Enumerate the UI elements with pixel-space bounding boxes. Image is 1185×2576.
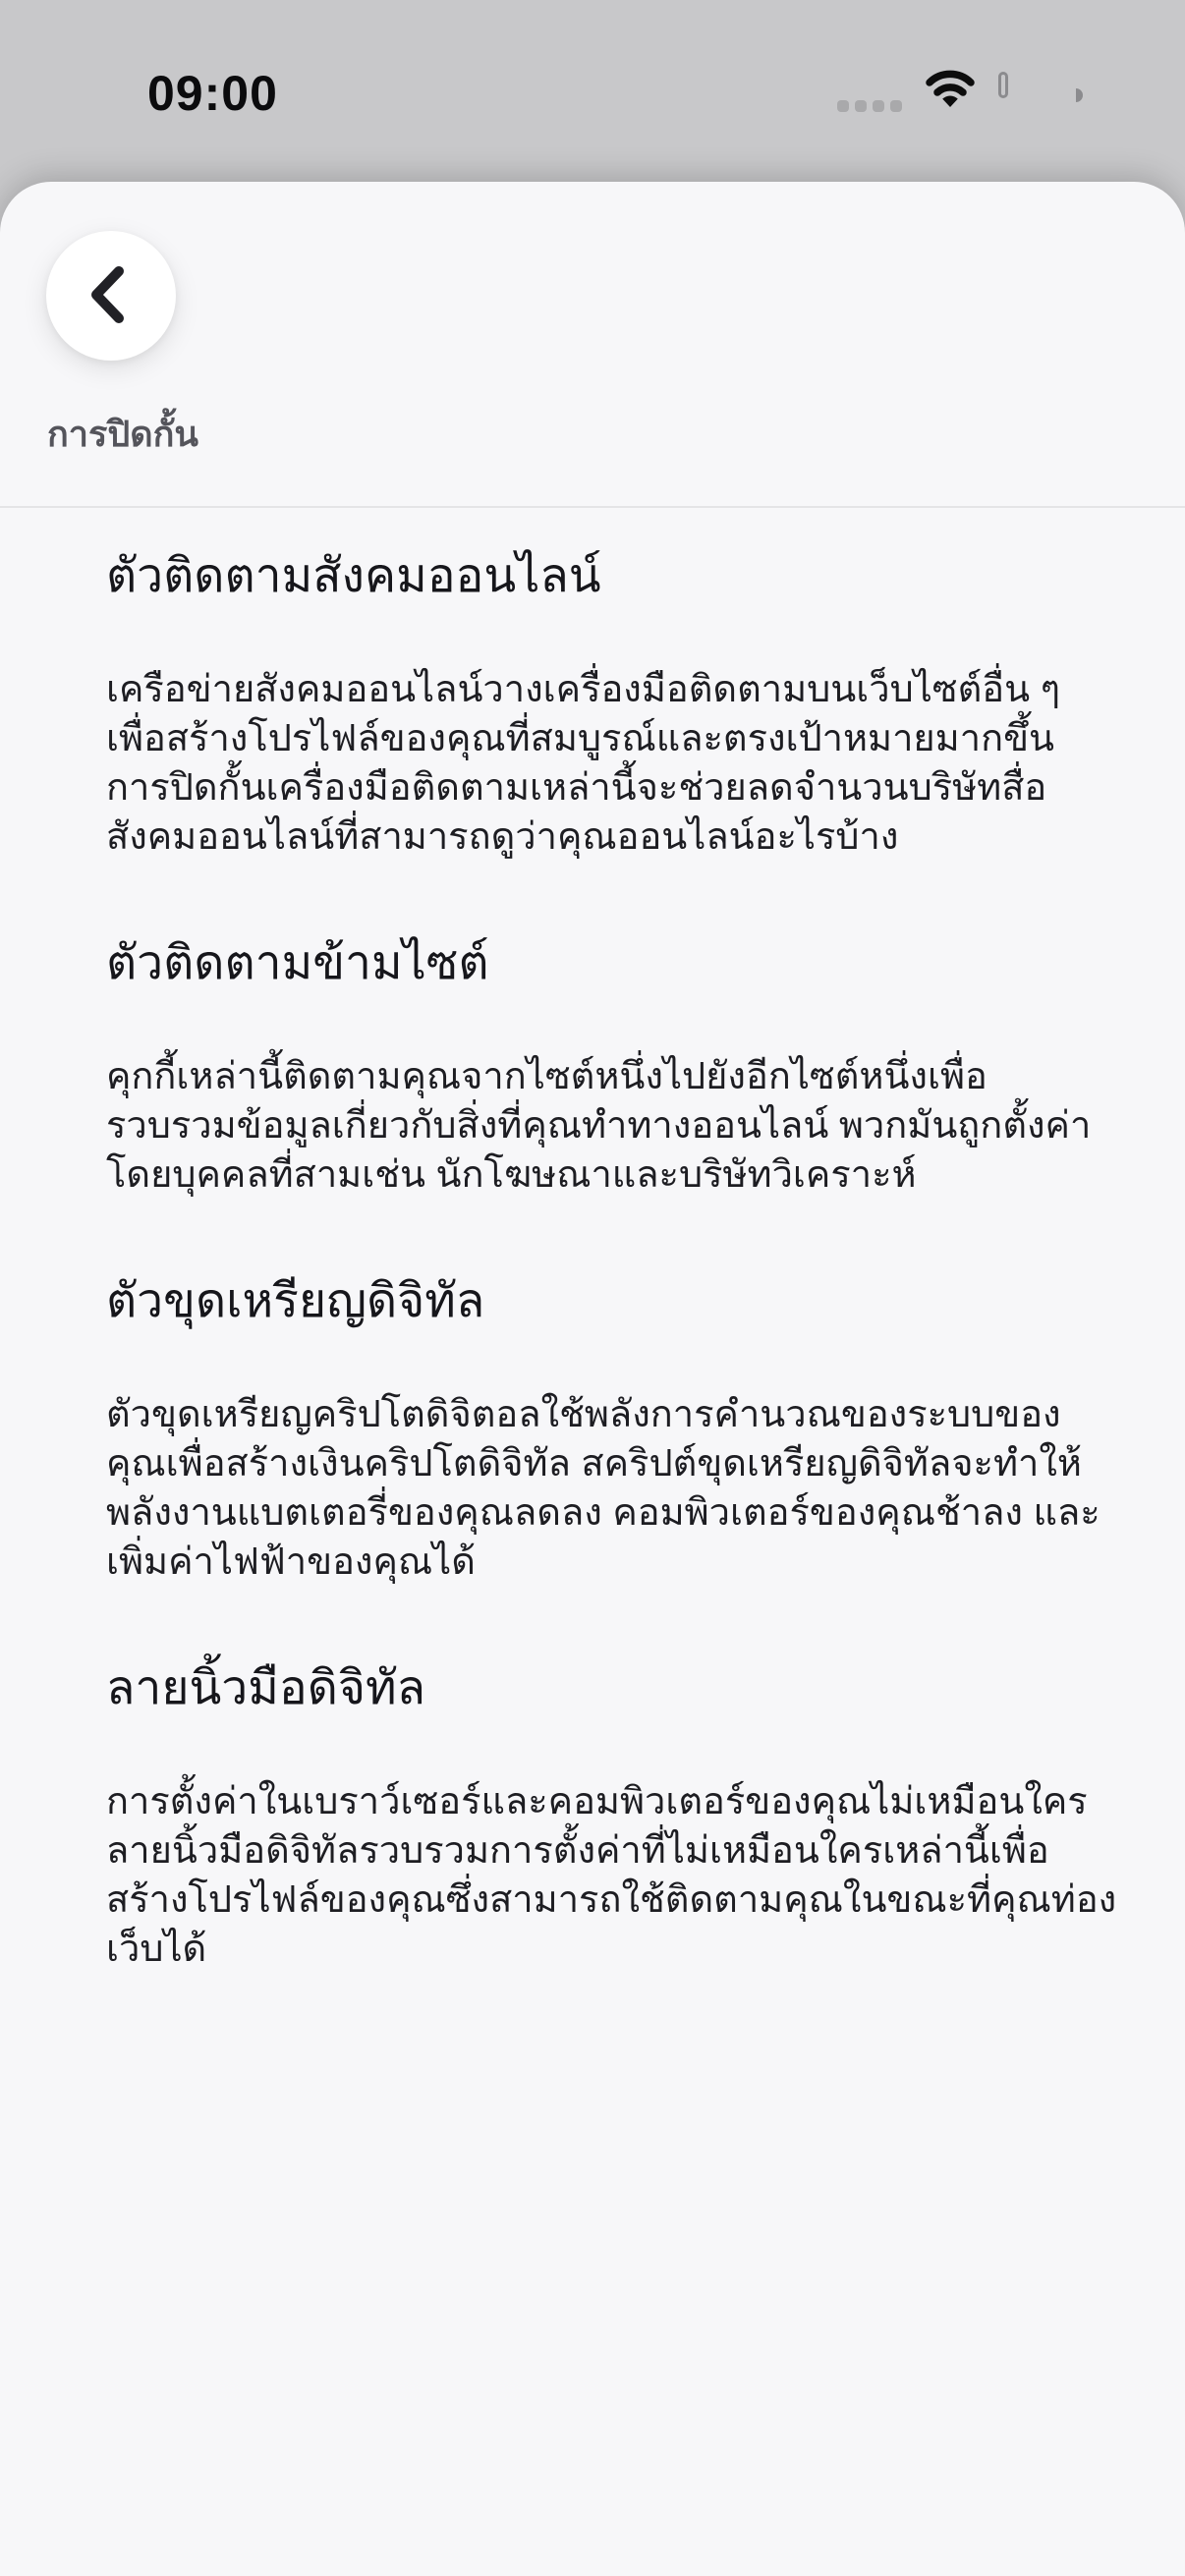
- section-title: ตัวติดตามสังคมออนไลน์: [106, 550, 601, 602]
- body-line: ตัวขุดเหรียญคริปโตดิจิตอลใช้พลังการคำนวณของระบบของ: [106, 1394, 1061, 1435]
- cellular-dots-icon: [837, 100, 902, 114]
- section-body: [106, 1390, 1106, 1587]
- back-button[interactable]: [46, 231, 176, 361]
- section-title: ลายนิ้วมือดิจิทัล: [106, 1662, 426, 1714]
- status-time: 09:00: [147, 66, 278, 121]
- chevron-left-icon: [82, 263, 141, 329]
- body-line: พลังงานแบตเตอรี่ของคุณลดลง คอมพิวเตอร์ของคุณช้าลง และ: [106, 1492, 1100, 1534]
- section-body: [106, 665, 1106, 862]
- body-line: การตั้งค่าในเบราว์เซอร์และคอมพิวเตอร์ของคุณไม่เหมือนใคร: [106, 1781, 1088, 1822]
- body-line: เพิ่มค่าไฟฟ้าของคุณได้: [106, 1541, 476, 1583]
- info-section: [106, 547, 1106, 862]
- body-line: สังคมออนไลน์ที่สามารถดูว่าคุณออนไลน์อะไรบ้าง: [106, 816, 899, 858]
- wifi-icon: [925, 68, 976, 114]
- screen-title: การปิดกั้น: [47, 414, 198, 454]
- body-line: เครือข่ายสังคมออนไลน์วางเครื่องมือติดตามบนเว็บไซต์อื่น ๆ: [106, 669, 1061, 710]
- body-line: ลายนิ้วมือดิจิทัลรวบรวมการตั้งค่าที่ไม่เหมือนใครเหล่านี้เพื่อ: [106, 1830, 1049, 1872]
- body-line: การปิดกั้นเครื่องมือติดตามเหล่านี้จะช่วยลดจำนวนบริษัทสื่อ: [106, 767, 1047, 809]
- body-line: โดยบุคคลที่สามเช่น นักโฆษณาและบริษัทวิเคราะห์: [106, 1154, 917, 1196]
- info-section: [106, 1272, 1106, 1587]
- body-line: คุกกี้เหล่านี้ติดตามคุณจากไซต์หนึ่งไปยังอีกไซต์หนึ่งเพื่อ: [106, 1056, 988, 1097]
- section-body: [106, 1777, 1117, 1974]
- info-section: [106, 934, 1106, 1200]
- scroll-area[interactable]: [0, 508, 1185, 2576]
- body-line: สร้างโปรไฟล์ของคุณซึ่งสามารถใช้ติดตามคุณในขณะที่คุณท่อง: [106, 1879, 1117, 1921]
- info-section: [106, 1659, 1117, 1974]
- body-line: คุณเพื่อสร้างเงินคริปโตดิจิทัล สคริปต์ขุดเหรียญดิจิทัลจะทำให้: [106, 1443, 1082, 1484]
- body-line: เพื่อสร้างโปรไฟล์ของคุณที่สมบูรณ์และตรงเป้าหมายมากขึ้น: [106, 718, 1055, 759]
- status-bar: [0, 0, 1185, 182]
- battery-full-icon: [998, 77, 1083, 114]
- status-icons: [837, 73, 1083, 114]
- section-title: ตัวติดตามข้ามไซต์: [106, 937, 489, 989]
- body-line: รวบรวมข้อมูลเกี่ยวกับสิ่งที่คุณทำทางออนไลน์ พวกมันถูกตั้งค่า: [106, 1105, 1092, 1147]
- section-title: ตัวขุดเหรียญดิจิทัล: [106, 1275, 485, 1327]
- sheet: [0, 182, 1185, 2576]
- body-line: เว็บได้: [106, 1929, 207, 1970]
- section-body: [106, 1052, 1106, 1200]
